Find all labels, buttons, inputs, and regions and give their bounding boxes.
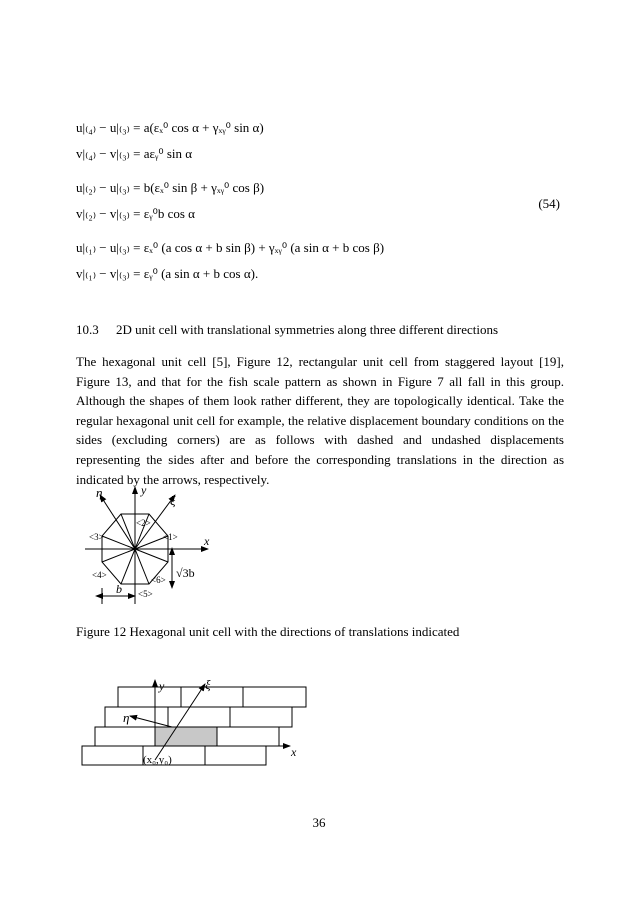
- page-number: 36: [312, 815, 326, 830]
- eta-label: η: [96, 485, 103, 500]
- side-label-2: <2>: [136, 518, 151, 528]
- brick-rows: [82, 687, 306, 765]
- equation-line-6: v|₍₁₎ − v|₍₃₎ = εᵧ⁰ (a sin α + b cos α).: [76, 266, 259, 281]
- xi-axis: [155, 684, 205, 760]
- sqrt3b-label: √3b: [176, 566, 195, 580]
- side-label-5: <5>: [138, 589, 153, 599]
- xi-label: ξ: [170, 493, 176, 508]
- side-label-4: <4>: [92, 570, 107, 580]
- equation-line-1: u|₍₄₎ − u|₍₃₎ = a(εₓ⁰ cos α + γₓᵧ⁰ sin α): [76, 120, 264, 135]
- side-label-6: <6>: [151, 575, 166, 585]
- unit-cell-shaded: [155, 727, 217, 746]
- eta-label: η: [123, 710, 130, 725]
- section-number: 10.3: [76, 322, 99, 337]
- equation-line-5: u|₍₁₎ − u|₍₃₎ = εₓ⁰ (a cos α + b sin β) + γₓᵧ⁰ (a sin α + b cos β): [76, 240, 385, 255]
- equation-line-2: v|₍₄₎ − v|₍₃₎ = aεᵧ⁰ sin α: [76, 146, 193, 161]
- eta-axis: [130, 716, 172, 727]
- equation-line-3: u|₍₂₎ − u|₍₃₎ = b(εₓ⁰ sin β + γₓᵧ⁰ cos β): [76, 180, 265, 195]
- y-label: y: [141, 483, 147, 497]
- side-label-1: <1>: [163, 532, 178, 542]
- x-label: x: [291, 745, 297, 759]
- xi-label: ξ: [205, 677, 211, 692]
- side-label-3: <3>: [89, 532, 104, 542]
- y-label: y: [159, 679, 165, 693]
- equation-number: (54): [538, 196, 560, 211]
- origin-label: (x₀,y₀): [143, 754, 172, 766]
- section-title: 2D unit cell with translational symmetries along three different directions: [116, 322, 499, 337]
- b-label: b: [116, 582, 122, 596]
- figure-12-caption: Figure 12 Hexagonal unit cell with the directions of translations indicated: [76, 624, 460, 639]
- equation-line-4: v|₍₂₎ − v|₍₃₎ = εᵧ⁰b cos α: [76, 206, 195, 221]
- body-paragraph: The hexagonal unit cell [5], Figure 12, rectangular unit cell from staggered layout [19], Figure 13, and that for the fish scale pattern as shown in Figure 7 all fall in this group. Although the shapes of them look rather different, they are topologically identical. Take the regular hexagonal unit cell for example, the relative displacement boundary conditions on the sides (excluding corners) are as follows with dashed and undashed displacements representing the sides after and before the corresponding translations in the direction as indicated by the arrows, respectively.: [76, 354, 564, 487]
- x-label: x: [204, 534, 210, 548]
